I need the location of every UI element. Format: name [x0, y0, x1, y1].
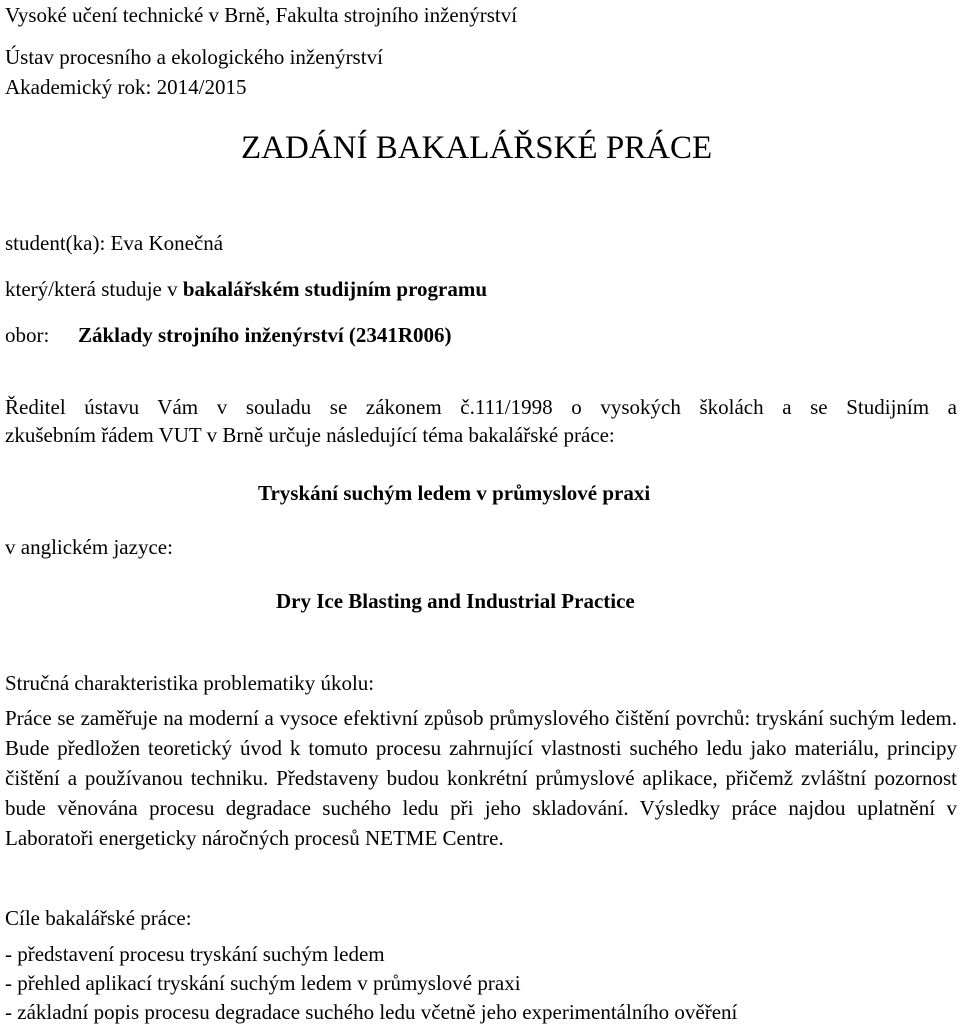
goal-item: - přehled aplikací tryskání suchým ledem v průmyslové praxi [5, 971, 521, 995]
field-value: Základy strojního inženýrství (2341R006) [78, 323, 452, 347]
thesis-topic-czech: Tryskání suchým ledem v průmyslové praxi [258, 481, 651, 505]
characteristics-text: Práce se zaměřuje na moderní a vysoce efektivní způsob průmyslového čištění povrchů: tryskání suchým ledem. Bude předložen teoretický úvod k tomuto procesu zahrnující vlastnosti suchého ledu jako materiálu, principy čištění a používanou techniku. Představeny budou konkrétní průmyslové aplikace, přičemž zvláštní pozornost bude věnována procesu degradace suchého ledu při jeho skladování. Výsledky práce najdou uplatnění v Laboratoři energeticky náročných procesů NETME Centre. [5, 706, 957, 850]
goals-list [5, 940, 737, 1027]
field-label: obor: [5, 323, 50, 347]
english-topic-label: v anglickém jazyce: [5, 535, 173, 559]
characteristics-heading: Stručná charakteristika problematiky úkolu: [5, 671, 375, 695]
student-line: student(ka): Eva Konečná [5, 231, 224, 255]
faculty-line: Vysoké učení technické v Brně, Fakulta strojního inženýrství [5, 3, 518, 27]
institute-line: Ústav procesního a ekologického inženýrství [5, 45, 383, 69]
intro-line-2: zkušebním řádem VUT v Brně určuje následující téma bakalářské práce: [5, 423, 615, 447]
study-program-line [5, 276, 487, 302]
intro-line-1: Ředitel ústavu Vám v souladu se zákonem č.111/1998 o vysokých školách a se Studijním a [5, 395, 957, 419]
study-program-name: bakalářském studijním programu [182, 277, 488, 301]
goals-heading: Cíle bakalářské práce: [5, 906, 192, 930]
study-program-prefix: který/která studuje v [5, 277, 183, 301]
goal-item: - základní popis procesu degradace suchého ledu včetně jeho experimentálního ověření [5, 1000, 738, 1024]
document-title: ZADÁNÍ BAKALÁŘSKÉ PRÁCE [241, 130, 713, 166]
academic-year-line: Akademický rok: 2014/2015 [5, 75, 247, 99]
thesis-topic-english: Dry Ice Blasting and Industrial Practice [276, 589, 635, 613]
goal-item: - představení procesu tryskání suchým ledem [5, 942, 385, 966]
